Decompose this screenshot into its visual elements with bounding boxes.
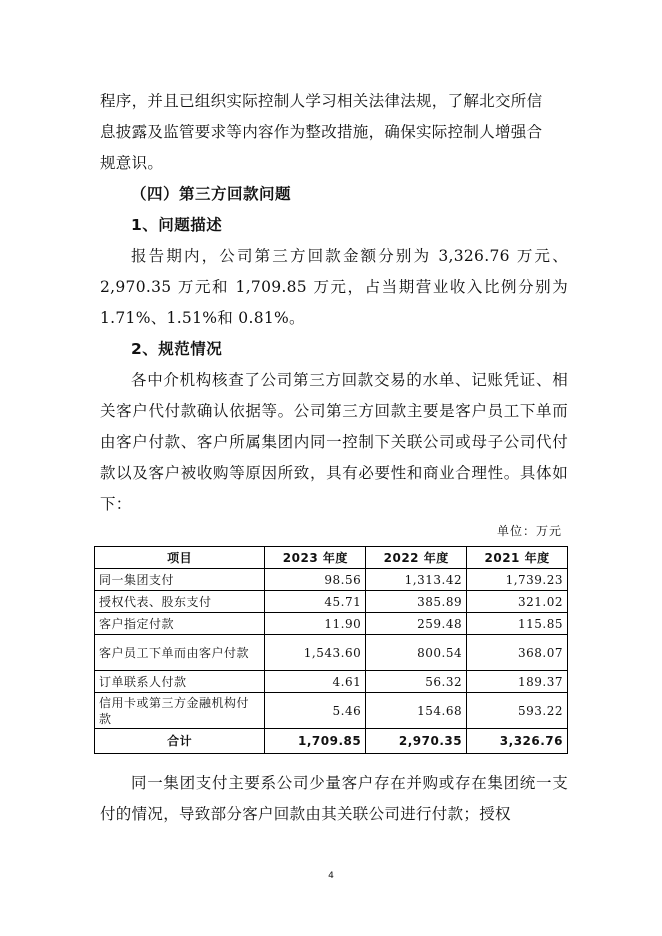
total-label: 合计 [95,729,265,754]
row-2021: 189.37 [467,671,568,693]
row-2021: 321.02 [467,591,568,613]
row-2022: 1,313.42 [366,569,467,591]
header-item: 项目 [95,547,265,569]
subheading-problem-description: 1、问题描述 [131,216,223,234]
total-2021: 3,326.76 [467,729,568,754]
table-row [95,671,568,693]
row-2022: 385.89 [366,591,467,613]
paragraph-line: 规意识。 [100,154,164,172]
total-2022: 2,970.35 [366,729,467,754]
paragraph-group-payment [100,768,568,830]
paragraph-remediation [100,365,568,520]
row-2022: 154.68 [366,693,467,729]
paragraph-line: 息披露及监管要求等内容作为整改措施，确保实际控制人增强合 [100,123,543,141]
header-2023: 2023 年度 [265,547,366,569]
total-2023: 1,709.85 [265,729,366,754]
paragraph-text: 各中介机构核查了公司第三方回款交易的水单、记账凭证、相关客户代付款确认依据等。公司第三方回款主要是客户员工下单而由客户付款、客户所属集团内同一控制下关联公司或母子公司代付款以及客户被收购等原因所致，具有必要性和商业合理性。具体如下： [100,371,568,513]
row-item: 客户指定付款 [95,613,265,635]
row-2022: 259.48 [366,613,467,635]
table-row [95,569,568,591]
row-item: 订单联系人付款 [95,671,265,693]
paragraph-line: 程序，并且已组织实际控制人学习相关法律法规，了解北交所信 [100,92,543,110]
table-row [95,613,568,635]
row-item: 同一集团支付 [95,569,265,591]
paragraph-text: 报告期内，公司第三方回款金额分别为 3,326.76 万元、2,970.35 万元和 1,709.85 万元，占当期营业收入比例分别为 1.71%、1.51%和 0.81%。 [100,247,568,327]
row-item: 客户员工下单而由客户付款 [95,635,265,671]
row-2021: 368.07 [467,635,568,671]
table-total-row [95,729,568,754]
page-number: 4 [328,871,334,881]
row-2021: 1,739.23 [467,569,568,591]
row-2023: 11.90 [265,613,366,635]
paragraph-problem-description [100,241,568,334]
paragraph-rectification [100,86,568,179]
row-2022: 56.32 [366,671,467,693]
row-2023: 5.46 [265,693,366,729]
row-2021: 115.85 [467,613,568,635]
header-2022: 2022 年度 [366,547,467,569]
subheading-remediation: 2、规范情况 [131,340,223,358]
row-2022: 800.54 [366,635,467,671]
row-2023: 98.56 [265,569,366,591]
row-item: 授权代表、股东支付 [95,591,265,613]
section-heading-third-party-payment: （四）第三方回款问题 [131,185,292,203]
row-2023: 4.61 [265,671,366,693]
table-header-row [95,547,568,569]
header-2021: 2021 年度 [467,547,568,569]
row-2021: 593.22 [467,693,568,729]
row-2023: 1,543.60 [265,635,366,671]
table-row [95,693,568,729]
table-unit-label: 单位：万元 [496,524,562,538]
table-row [95,591,568,613]
paragraph-text: 同一集团支付主要系公司少量客户存在并购或存在集团统一支付的情况，导致部分客户回款由其关联公司进行付款；授权 [100,774,568,823]
row-item: 信用卡或第三方金融机构付款 [95,693,265,729]
table-row [95,635,568,671]
row-2023: 45.71 [265,591,366,613]
third-party-payment-table [94,546,568,754]
